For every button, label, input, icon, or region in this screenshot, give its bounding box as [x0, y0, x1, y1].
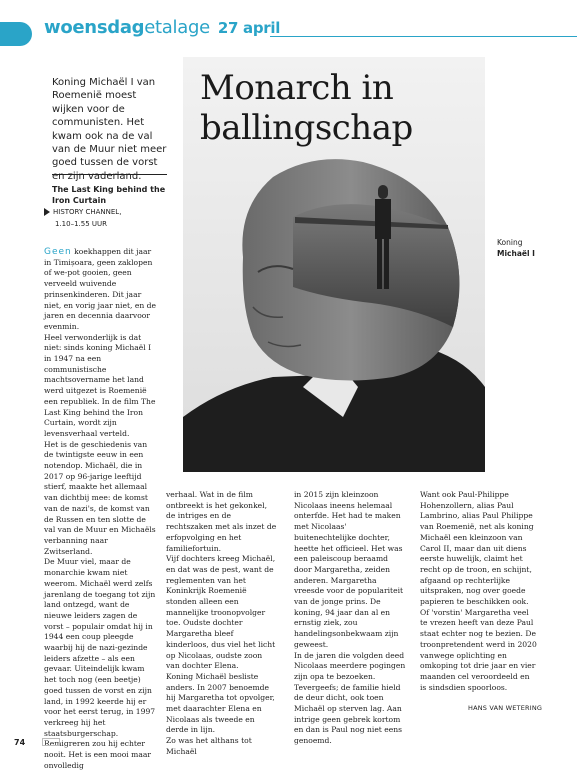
program-channel-label: HISTORY CHANNEL,: [53, 208, 122, 216]
body-paragraph: Of 'vorstin' Margaretha veel te vrezen heeft van deze Paul staat echter nog te bezien. De troonpretendent werd in 2020 vanwege oplichting en omkoping tot drie jaar en vier maanden cel veroordeeld en is sindsdien spoorloos.: [420, 607, 537, 692]
play-icon: [44, 208, 50, 216]
body-paragraph: verhaal. Wat in de film ontbreekt is het gekonkel, de intriges en de rechtszaken met als inzet de erfopvolging en het familiefortuin.: [166, 490, 277, 553]
program-time: 1.10–1.55 UUR: [55, 220, 108, 228]
section-name-light: etalage: [144, 17, 210, 38]
photo-caption: [497, 237, 557, 259]
body-paragraph: In de jaren die volgden deed Nicolaas meerdere pogingen zijn opa te bezoeken. Tevergeefs; de familie hield de deur dicht, ook toen Michaël op sterven lag. Aan intrige geen gebrek kortom en dan is Paul nog niet eens genoemd.: [294, 650, 406, 746]
body-column-2: [166, 490, 278, 758]
section-name-bold: woensdag: [44, 17, 145, 38]
body-paragraph: Vijf dochters kreeg Michaël, en dat was de pest, want de reglementen van het Koninkrijk Roemenië stonden alleen een mannelijke troonopvolger toe. Oudste dochter Margaretha bleef kinderloos, dus viel het licht op Nicolaas, oudste zoon van dochter Elena.: [166, 554, 276, 671]
body-paragraph: in 2015 zijn kleinzoon Nicolaas ineens helemaal onterfde. Het had te maken met Nicolaas' buitenechtelijke dochter, heette het officieel. Het was een paleiscoup beraamd door Margaretha, zeiden anderen. Margaretha vreesde voor de populariteit van de jonge prins. De koning, 94 jaar dan al en ernstig ziek, zou handelingsonbekwaam zijn geweest.: [294, 490, 404, 649]
body-paragraph: De Muur viel, maar de monarchie kwam niet weerom. Michaël werd zelfs jarenlang de toegang tot zijn land ontzegd, want de nieuwe leiders zagen de vorst – populair omdat hij in 1944 een coup pleegde waarbij hij de nazi-gezinde leiders afzette – als een gevaar. Uiteindelijk kwam het toch nog (een beetje) goed tussen de vorst en zijn land, in 1992 keerde hij er voor het eerst terug, in 1997 verkreeg hij het staatsburgerschap. Remigreren zou hij echter nooit. Het is een mooi maar onvolledig: [44, 557, 156, 770]
section-color-tab: [0, 22, 32, 46]
intro-divider: [52, 174, 167, 175]
body-paragraph: Zo was het althans tot Michaël: [166, 736, 252, 756]
drop-cap: Geen: [44, 247, 72, 257]
body-column-4: [420, 490, 538, 693]
caption-line-1: Koning: [497, 238, 523, 247]
program-channel: [44, 207, 121, 217]
section-date: 27 april: [217, 19, 281, 37]
body-paragraph: Geen koekhappen dit jaar in Timișoara, geen zaklopen of we-pot gooien, geen verveeld wuivende prinsenkinderen. Dit jaar niet, en vorig jaar niet, en de jaren en decennia daarvoor evenmin.: [44, 247, 156, 331]
magazine-logo: [42, 738, 60, 746]
article-headline: Monarch in ballingschap: [200, 68, 413, 148]
body-paragraph: Want ook Paul-Philippe Hohenzollern, alias Paul Lambrino, alias Paul Philippe van Roemenië, net als koning Michaël een kleinzoon van Carol II, maar dan uit diens eerste huwelijk, claimt het recht op de troon, en schijnt, afgaand op rechterlijke uitspraken, nog over goede papieren te beschikken ook.: [420, 490, 534, 607]
body-paragraph: Het is de geschiedenis van de twintigste eeuw in een notendop. Michaël, die in 2017 op 96-jarige leeftijd stierf, maakte het allemaal van dichtbij mee: de komst van de nazi's, de komst van de Russen en ten slotte de val van de Muur en Michaëls verbanning naar Zwitserland.: [44, 439, 156, 556]
header-rule: [270, 36, 577, 37]
program-title: The Last King behind the Iron Curtain: [52, 185, 166, 205]
body-paragraph: Koning Michaël besliste anders. In 2007 benoemde hij Margaretha tot opvolger, met daarachter Elena en Nicolaas als tweede en derde in lijn.: [166, 671, 275, 735]
body-column-3: [294, 490, 406, 747]
author-byline: HANS VAN WETERING: [468, 704, 543, 712]
page-number: 74: [14, 738, 26, 747]
caption-line-2: Michaël I: [497, 249, 535, 258]
intro-lede: Koning Michaël I van Roemenië moest wijken voor de communisten. Het kwam ook na de val van de Muur niet meer goed tussen de vorst en zijn vaderland.: [52, 77, 167, 182]
body-paragraph: Heel verwonderlijk is dat niet: sinds koning Michaël I in 1947 na een communistische machtsovername het land werd uitgezet is Roemenië een republiek. In de film The Last King behind the Iron Curtain, wordt zijn levensverhaal verteld.: [44, 332, 156, 438]
body-column-1: [44, 247, 156, 771]
section-header: [44, 17, 280, 38]
